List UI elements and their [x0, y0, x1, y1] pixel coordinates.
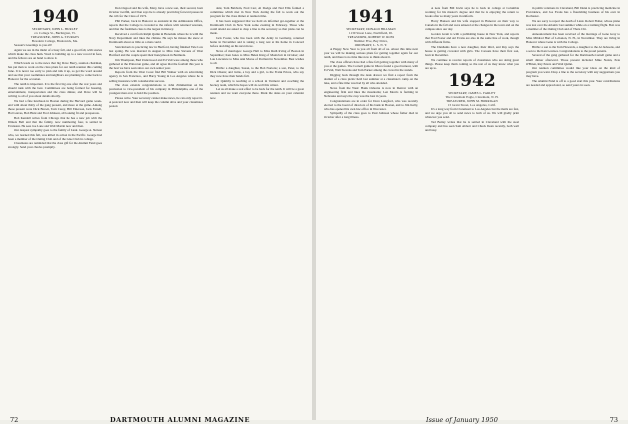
magazine-title: DARTMOUTH ALUMNI MAGAZINE: [110, 416, 250, 424]
class-note-paragraph: Gordon Grant is with a publishing house in New York, and reports that Fred Foster and Art Evans are also in the same line of work, though with different firms.: [425, 31, 519, 44]
class-note-paragraph: Al Quimby is teaching at a school in Vermont and coaching the hockey team, which he hopes will do well this winter.: [210, 78, 304, 87]
class-note-paragraph: in public relations in Cleveland, Bill Dunn is practicing medicine in Providence, and Joe Evans has a flourishing business of his own in Rochester.: [526, 6, 620, 19]
class-note-paragraph: Jim Thompson, Bud Underwood and Ed Vail were among those who gathered at the Princeton game, and all agree that the football this year is the best we have seen since our own senior year.: [109, 57, 203, 70]
class-note-paragraph: Ted Bailey writes that he is settled in Cleveland with the steel company and has seen Sam Abbott and Chuck Dean recently, both well and busy.: [425, 119, 519, 132]
class-officer-line: Number Five, Bay Drive,: [354, 39, 388, 43]
class-note-paragraph: Please write. Your secretary cannot make news, he can only report it. A postcard now and then will keep the column alive and your classmates posted.: [109, 96, 203, 109]
class-note-paragraph: Our reunion committee would like your ideas on the kind of program you want. Drop a line to the secretary with any suggestions you may have.: [526, 66, 620, 79]
class-note-paragraph: A Happy New Year to you all from all of us. About this time next year we will be making serious plans for getting together again for our tenth, and there is no time like now to think about it.: [324, 47, 418, 60]
class-officer-line: ORDINARY, L. S. N. Y.: [354, 43, 388, 47]
class-note-paragraph: Received a card from Ralph Quinn in Honolulu where he is with the Navy Department and likes the climate. He says he misses the snow at Dartmouth about as little as a man could.: [109, 31, 203, 44]
class-note-paragraph: Don Osgood and his wife, Mary, have a new son, their second, born October twelfth, and Don says he is already practicing forward passes in the crib for the Class of 1972.: [109, 6, 203, 19]
class-year-heading: 1941: [347, 7, 395, 27]
class-note-paragraph: Congratulations are in order for Dave Langford, who was recently elected to the board of directors of his bank in Boston, and to Jim Kelly, who has opened his own law office in Worcester.: [324, 98, 418, 111]
class-note-paragraph: News of marriages: George Hall to Miss Ruth Irving of Boston in September; Ken Jones to Miss Helen King of Montclair in October; and Lou Lawrence to Miss Ann Morse of Portland in November. Best wishes to all.: [210, 48, 304, 65]
class-note-paragraph: The Dunhams have a new daughter, their third, and Ray says the house is getting crowded with girls. The Carsons have their first son, born in December.: [425, 44, 519, 57]
class-note-paragraph: Births: a son to the Tom Howards, a daughter to the Al Jacksons, and a son to the Ken Lewises. Congratulations to the proud parents.: [526, 44, 620, 53]
class-note-paragraph: Births: a daughter, Susan, to the Bob Nortons; a son, Peter, to the Dick Olsens; and twins, a boy and a girl, to the Frank Prices, who say they now have their hands full.: [210, 65, 304, 78]
class-note-paragraph: The class extends congratulations to John Zimmerman on his promotion to vice-president of his company in Philadelphia, one of the youngest men ever to hold the position.: [109, 83, 203, 96]
class-note-paragraph: Sympathy of the class goes to Paul Johnson whose father died in October after a long illness.: [324, 111, 418, 120]
class-year-heading: 1940: [31, 7, 79, 27]
class-note-paragraph: The Alumni Fund is off to a good start this year. Your contributions are needed and appreciated, so send yours in soon.: [526, 79, 620, 88]
class-note-paragraph: Harry Hanson and his wife stopped in Hanover on their way to Canada in the fall and were amazed at the changes in the town and on the campus since our day.: [425, 18, 519, 32]
class-note-paragraph: Jack Foster, who has been with the Army in Germany, returned home in November and is taking a long rest at his home in Concord before deciding on his next move.: [210, 35, 304, 49]
class-officer-line: 15 Grant Street, Los Angeles, Calif.: [448, 102, 496, 107]
class-officer-line: SECRETARY, DONALD HILLMAN: [346, 27, 396, 31]
class-note-paragraph: Season's Greetings to you all!: [14, 43, 52, 47]
class-note-paragraph: It's a long way from Claremont to Los Angeles but the mails are fast, and we urge you all to send news to both of us. We will gladly print whatever you send.: [425, 106, 519, 119]
class-officer-line: TREASURER, JOHN A. STURGES: [30, 35, 80, 39]
class-note-paragraph: Again we are in the midst of a busy fall, and a good fall, with stories which make the class hum. Word is building up to a new record in fees, and the fellows are on hand to show it.: [8, 47, 102, 60]
column: [324, 6, 418, 402]
class-note-paragraph: We had a fine luncheon in Boston during the Harvard game week-end with about thirty of the gang present, and more at the game. Among those present were Dick Brown, Tom Carey, Bill Emerson, Jack Farrell, Hal Graves, Bob Hunt and Fred Johnson, all looking fit and prosperous.: [8, 98, 102, 115]
class-note-paragraph: The class officers have had a fine fall getting together with many of you at the games. The Cornell game in Ithaca found a good turnout, with Ed Vail, Walt Stevens and Tom Parker among the crowd in the stands.: [324, 59, 418, 73]
class-note-paragraph: Stan Roberts is practicing law in Hartford, having finished Yale Law last spring. He was married in August to Miss Jane Stevens of West Hartford and the couple spent their honeymoon in Bermuda.: [109, 44, 203, 57]
class-note-paragraph: The tenth is important. It is the first big one after the war years and should rank with the best. Committees are being formed for housing, entertainment, transportation and the class dinner, and Dave will be writing to all of you about details shortly.: [8, 81, 102, 98]
class-note-paragraph: Phil Parker, back in Hanover as assistant in the Admissions Office, reports that the College is crowded to the rafters with returned veterans, and that the freshman class is the largest in history.: [109, 18, 203, 32]
class-officer-line: The Claremont Eagle, Claremont, N. H.: [445, 94, 499, 99]
class-note-paragraph: Digging back through the desk drawer we find a report from the alumni of a class picnic held last summer at a classmate's camp on the lake, and a fine time was had by all who attended.: [324, 72, 418, 85]
class-note-paragraph: Several of the gang gathered for the Dartmouth-Cornell game and a small dinner afterward. Those present included Mike Nolan, Pete O'Brien, Ray Peters and Walt Quinn.: [526, 53, 620, 66]
class-note-paragraph: Our deepest sympathy goes to the family of Lieut. George A. Nelson who, we learned this fall, was killed in action in the Pacific. George had been a member of the Outing Club and of the Glee Club in college.: [8, 128, 102, 141]
class-note-paragraph: We are sorry to report the death of Lieut. Robert Fisher, whose plane was lost over the Atlantic last summer while on a training flight. Bob was a member of the Outing Club and of Theta Chi.: [526, 18, 620, 32]
issue-date: Issue of January 1950: [426, 416, 498, 424]
class-note-paragraph: Classmates are reminded that the class gift for the Alumni Fund goes strongly. Send your checks promptly.: [8, 141, 102, 150]
column: [109, 6, 203, 402]
column: [425, 6, 519, 402]
class-note-paragraph: We continue to receive reports of classmates who are doing great things. Please keep them coming so the rest of us may know what you are up to.: [425, 57, 519, 70]
class-officer-line: SECRETARY, JOHN L. HURLEY: [32, 27, 78, 31]
class-year-heading: 1942: [448, 70, 496, 91]
column: [8, 6, 102, 402]
class-officer-line: 1130 Street Lane, Northfield, Ill.: [349, 31, 393, 35]
class-note-paragraph: Let us all make a real effort to be back for the tenth. It will be a great reunion and we want everyone there. Mark the dates on your calendar now.: [210, 87, 304, 100]
column: [526, 6, 620, 402]
class-officer-line: SECRETARY, JAMES L. FARLEY: [448, 90, 496, 95]
class-officer-line: Bowdoin College, Brunswick, Me.: [31, 39, 79, 43]
column: [210, 6, 304, 402]
class-officer-line: TREASURER, JOHN M. HORRIGAN: [446, 98, 498, 103]
page-number: 72: [10, 416, 19, 424]
class-note-paragraph: A note from Bill Irwin says he is back in college at Columbia working for his master's degree and that he is enjoying the return to books after so many years in uniform.: [425, 6, 519, 19]
right-page: [316, 0, 628, 424]
class-officer-line: c/o College St., Burlington, Vt.: [34, 31, 76, 35]
class-officer-line: TREASURER, ROBERT W. ROSS: [347, 35, 395, 39]
class-note-paragraph: News from the West: Hank Osborne is now in Denver with an engineering firm and likes the mountains; Len Morris is farming in Nebraska and says the crop was the best in years.: [324, 85, 418, 98]
class-note-paragraph: Reports from the West Coast find Bill Walker with an advertising agency in San Francisco, and Harry Young in Los Angeles where he is selling insurance with considerable success.: [109, 70, 203, 83]
page-number: 73: [609, 416, 618, 424]
class-note-paragraph: Announcement has been received of the marriage of Gene Gray to Miss Mildred Hart of Lebanon, N. H., in November. They are living in Hanover where Gene is with the College.: [526, 31, 620, 44]
class-note-paragraph: Bob Kendall writes from Chicago that he has a new job with the Illinois Bell and that the family, now numbering four, is settled in Evanston. He sees Joe Lane and Walt Martin now and then.: [8, 115, 102, 128]
left-page: [0, 0, 312, 424]
class-note-paragraph: It has been suggested that we hold an informal get-together at the Dartmouth Club in New York some evening in February. Those who could attend are asked to drop a line to the secretary so that plans can be made.: [210, 18, 304, 36]
class-note-paragraph: Which leads us to the news that big Dave Barry, reunion chairman, has put men to work on the class plans for our tenth reunion this coming June. It is never too early to plan and talk it up, so get the word around and see that your roommates and neighbors are planning to come back to Hanover for the occasion.: [8, 60, 102, 81]
class-note-paragraph: dent, Tom Baldwin, Fred Carr, Al Dodge and Ned Ellis formed a committee which met in New York during the fall to work out the program for the class dinner at reunion time.: [210, 6, 304, 19]
